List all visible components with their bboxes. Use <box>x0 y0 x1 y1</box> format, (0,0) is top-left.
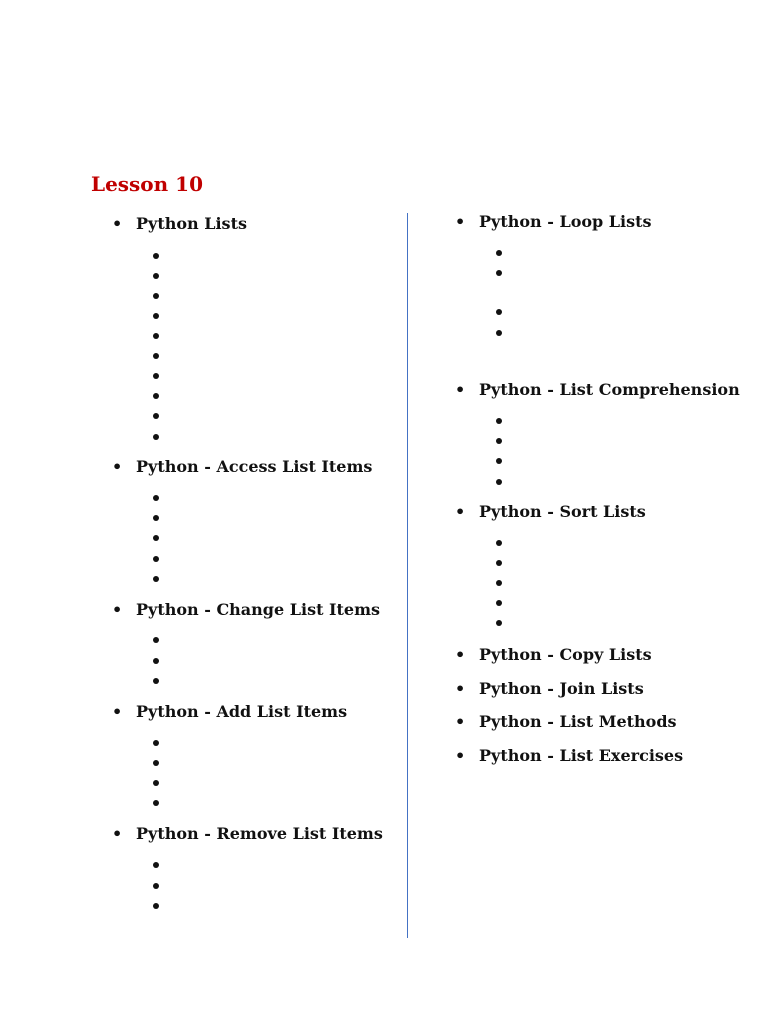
topic-python-lists <box>112 214 247 233</box>
sub-bullet-icon <box>153 780 159 786</box>
sub-bullet-icon <box>153 393 159 399</box>
sub-bullet-icon <box>496 458 502 464</box>
topic-label: Python Lists <box>136 214 247 233</box>
bullet-icon: • <box>455 645 466 664</box>
topic-sort-lists <box>455 502 646 521</box>
topic-label: Python - List Exercises <box>479 746 684 765</box>
topic-change-list-items <box>112 600 381 619</box>
topic-label: Python - List Methods <box>479 712 677 731</box>
topic-access-list-items <box>112 457 373 476</box>
sub-bullet-icon <box>496 270 502 276</box>
sub-bullet-icon <box>153 903 159 909</box>
sub-bullet-icon <box>153 353 159 359</box>
sub-bullet-icon <box>153 293 159 299</box>
sub-bullet-icon <box>153 413 159 419</box>
topic-label: Python - Sort Lists <box>479 502 646 521</box>
sub-bullet-icon <box>496 309 502 315</box>
sub-bullet-icon <box>153 313 159 319</box>
sub-bullet-icon <box>153 800 159 806</box>
bullet-icon: • <box>112 824 123 843</box>
topic-add-list-items <box>112 702 348 721</box>
sub-bullet-icon <box>153 434 159 440</box>
sub-bullet-icon <box>153 515 159 521</box>
bullet-icon: • <box>455 712 466 731</box>
sub-bullet-icon <box>153 740 159 746</box>
topic-label: Python - Join Lists <box>479 679 644 698</box>
sub-bullet-icon <box>496 600 502 606</box>
topic-copy-lists <box>455 645 652 664</box>
topic-label: Python - Copy Lists <box>479 645 652 664</box>
sub-bullet-icon <box>153 253 159 259</box>
bullet-icon: • <box>112 600 123 619</box>
topic-list-methods <box>455 712 677 731</box>
sub-bullet-icon <box>153 637 159 643</box>
topic-join-lists <box>455 679 644 698</box>
topic-label: Python - Remove List Items <box>136 824 383 843</box>
sub-bullet-icon <box>496 250 502 256</box>
sub-bullet-icon <box>153 273 159 279</box>
bullet-icon: • <box>455 212 466 231</box>
lesson-title: Lesson 10 <box>91 172 203 196</box>
bullet-icon: • <box>112 702 123 721</box>
topic-list-comprehension <box>455 380 740 399</box>
bullet-icon: • <box>455 502 466 521</box>
topic-label: Python - Access List Items <box>136 457 373 476</box>
sub-bullet-icon <box>153 883 159 889</box>
sub-bullet-icon <box>153 556 159 562</box>
sub-bullet-icon <box>496 560 502 566</box>
bullet-icon: • <box>455 380 466 399</box>
sub-bullet-icon <box>496 479 502 485</box>
topic-list-exercises <box>455 746 684 765</box>
sub-bullet-icon <box>153 760 159 766</box>
topic-loop-lists <box>455 212 652 231</box>
bullet-icon: • <box>112 214 123 233</box>
topic-label: Python - Change List Items <box>136 600 381 619</box>
sub-bullet-icon <box>496 330 502 336</box>
sub-bullet-icon <box>496 620 502 626</box>
topic-label: Python - List Comprehension <box>479 380 740 399</box>
sub-bullet-icon <box>153 333 159 339</box>
column-divider <box>407 213 408 938</box>
sub-bullet-icon <box>153 658 159 664</box>
sub-bullet-icon <box>496 438 502 444</box>
topic-remove-list-items <box>112 824 383 843</box>
sub-bullet-icon <box>153 678 159 684</box>
sub-bullet-icon <box>496 580 502 586</box>
sub-bullet-icon <box>153 535 159 541</box>
sub-bullet-icon <box>153 862 159 868</box>
bullet-icon: • <box>455 679 466 698</box>
sub-bullet-icon <box>153 576 159 582</box>
bullet-icon: • <box>455 746 466 765</box>
topic-label: Python - Add List Items <box>136 702 348 721</box>
sub-bullet-icon <box>496 540 502 546</box>
bullet-icon: • <box>112 457 123 476</box>
sub-bullet-icon <box>496 418 502 424</box>
topic-label: Python - Loop Lists <box>479 212 652 231</box>
sub-bullet-icon <box>153 373 159 379</box>
sub-bullet-icon <box>153 495 159 501</box>
